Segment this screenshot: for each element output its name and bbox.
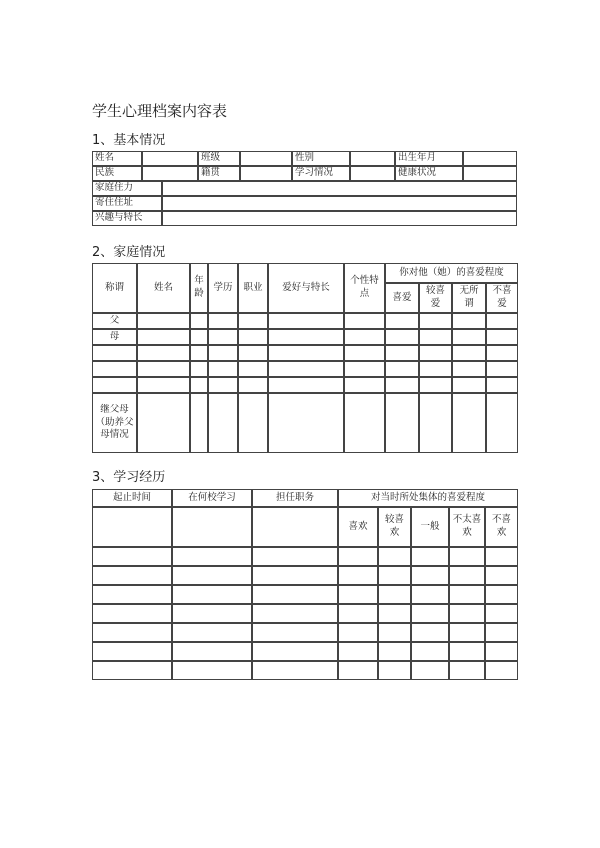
field-label: 兴趣与特长 — [92, 211, 162, 226]
data-cell[interactable] — [137, 393, 190, 453]
data-cell[interactable] — [411, 566, 449, 585]
data-cell[interactable] — [378, 623, 411, 642]
data-cell[interactable] — [449, 661, 485, 680]
section-study-title: 3、学习经历 — [92, 470, 166, 485]
affection-level-header: 较喜爱 — [419, 283, 452, 313]
affection-level-header: 不喜爱 — [486, 283, 518, 313]
data-cell[interactable] — [190, 345, 208, 361]
data-cell[interactable] — [486, 361, 518, 377]
data-cell[interactable] — [385, 393, 419, 453]
col-education-header: 学历 — [208, 263, 238, 313]
data-cell[interactable] — [419, 345, 452, 361]
data-cell[interactable] — [378, 585, 411, 604]
data-cell[interactable] — [238, 361, 268, 377]
data-cell[interactable] — [238, 377, 268, 393]
data-cell[interactable] — [419, 361, 452, 377]
col-personality-header: 个性特点 — [344, 263, 385, 313]
data-cell[interactable] — [486, 329, 518, 345]
field-input[interactable] — [350, 151, 395, 166]
data-cell[interactable] — [338, 547, 378, 566]
data-cell[interactable] — [338, 566, 378, 585]
data-cell[interactable] — [449, 547, 485, 566]
data-cell[interactable] — [344, 393, 385, 453]
field-input[interactable] — [463, 166, 517, 181]
data-cell[interactable] — [172, 642, 252, 661]
data-cell[interactable] — [419, 313, 452, 329]
data-cell[interactable] — [252, 642, 338, 661]
data-cell[interactable] — [485, 661, 518, 680]
collective-affection-level-header: 喜欢 — [338, 507, 378, 547]
data-cell[interactable] — [411, 661, 449, 680]
relation-cell[interactable] — [92, 345, 137, 361]
data-cell[interactable] — [92, 507, 172, 547]
data-cell[interactable] — [385, 377, 419, 393]
data-cell[interactable] — [452, 393, 486, 453]
data-cell[interactable] — [452, 313, 486, 329]
data-cell[interactable] — [252, 566, 338, 585]
relation-cell[interactable] — [92, 361, 137, 377]
data-cell[interactable] — [268, 329, 344, 345]
data-cell[interactable] — [92, 623, 172, 642]
data-cell[interactable] — [238, 329, 268, 345]
data-cell[interactable] — [190, 329, 208, 345]
data-cell[interactable] — [485, 585, 518, 604]
data-cell[interactable] — [449, 604, 485, 623]
field-input[interactable] — [162, 181, 517, 196]
data-cell[interactable] — [208, 313, 238, 329]
data-cell[interactable] — [378, 642, 411, 661]
data-cell[interactable] — [190, 377, 208, 393]
data-cell[interactable] — [449, 642, 485, 661]
data-cell[interactable] — [385, 329, 419, 345]
collective-affection-level-header: 不太喜欢 — [449, 507, 485, 547]
data-cell[interactable] — [419, 393, 452, 453]
data-cell[interactable] — [252, 604, 338, 623]
data-cell[interactable] — [208, 361, 238, 377]
data-cell[interactable] — [344, 361, 385, 377]
data-cell[interactable] — [190, 393, 208, 453]
data-cell[interactable] — [486, 377, 518, 393]
data-cell[interactable] — [344, 345, 385, 361]
field-input[interactable] — [162, 211, 517, 226]
data-cell[interactable] — [92, 547, 172, 566]
data-cell[interactable] — [92, 642, 172, 661]
relation-cell[interactable] — [92, 377, 137, 393]
data-cell[interactable] — [172, 585, 252, 604]
data-cell[interactable] — [378, 661, 411, 680]
data-cell[interactable] — [449, 566, 485, 585]
data-cell[interactable] — [268, 377, 344, 393]
field-label: 籍贯 — [198, 166, 240, 181]
data-cell[interactable] — [485, 604, 518, 623]
relation-cell: 继父母（助养父母情况 — [92, 393, 137, 453]
data-cell[interactable] — [449, 585, 485, 604]
collective-affection-group-header: 对当时所处集体的喜爱程度 — [338, 489, 518, 507]
col-name-header: 姓名 — [137, 263, 190, 313]
page-title: 学生心理档案内容表 — [92, 102, 228, 120]
collective-affection-level-header: 不喜欢 — [485, 507, 518, 547]
field-label: 性别 — [292, 151, 350, 166]
data-cell[interactable] — [486, 345, 518, 361]
data-cell[interactable] — [208, 345, 238, 361]
relation-cell: 母 — [92, 329, 137, 345]
data-cell[interactable] — [452, 361, 486, 377]
field-label: 出生年月 — [395, 151, 463, 166]
data-cell[interactable] — [252, 547, 338, 566]
data-cell[interactable] — [268, 345, 344, 361]
data-cell[interactable] — [452, 345, 486, 361]
col-school-header: 在何校学习 — [172, 489, 252, 507]
data-cell[interactable] — [419, 329, 452, 345]
data-cell[interactable] — [208, 393, 238, 453]
data-cell[interactable] — [172, 507, 252, 547]
data-cell[interactable] — [190, 313, 208, 329]
data-cell[interactable] — [92, 661, 172, 680]
affection-level-header: 无所谓 — [452, 283, 486, 313]
data-cell[interactable] — [411, 623, 449, 642]
data-cell[interactable] — [338, 623, 378, 642]
affection-level-header: 喜爱 — [385, 283, 419, 313]
data-cell[interactable] — [137, 377, 190, 393]
field-input[interactable] — [162, 196, 517, 211]
col-relation-header: 称谓 — [92, 263, 137, 313]
affection-group-header: 你对他（她）的喜爱程度 — [385, 263, 518, 283]
data-cell[interactable] — [92, 604, 172, 623]
data-cell[interactable] — [252, 585, 338, 604]
data-cell[interactable] — [172, 604, 252, 623]
data-cell[interactable] — [208, 377, 238, 393]
data-cell[interactable] — [137, 361, 190, 377]
data-cell[interactable] — [338, 585, 378, 604]
data-cell[interactable] — [385, 361, 419, 377]
field-input[interactable] — [142, 151, 198, 166]
data-cell[interactable] — [238, 345, 268, 361]
data-cell[interactable] — [452, 377, 486, 393]
data-cell[interactable] — [485, 566, 518, 585]
field-label: 学习情况 — [292, 166, 350, 181]
data-cell[interactable] — [344, 377, 385, 393]
data-cell[interactable] — [137, 329, 190, 345]
section-basic-title: 1、基本情况 — [92, 133, 166, 148]
data-cell[interactable] — [378, 566, 411, 585]
data-cell[interactable] — [137, 313, 190, 329]
data-cell[interactable] — [411, 642, 449, 661]
data-cell[interactable] — [338, 661, 378, 680]
data-cell[interactable] — [385, 345, 419, 361]
data-cell[interactable] — [338, 642, 378, 661]
data-cell[interactable] — [378, 547, 411, 566]
data-cell[interactable] — [137, 345, 190, 361]
data-cell[interactable] — [452, 329, 486, 345]
data-cell[interactable] — [449, 623, 485, 642]
data-cell[interactable] — [92, 585, 172, 604]
data-cell[interactable] — [338, 604, 378, 623]
col-period-header: 起止时间 — [92, 489, 172, 507]
data-cell[interactable] — [172, 566, 252, 585]
data-cell[interactable] — [411, 585, 449, 604]
data-cell[interactable] — [268, 361, 344, 377]
collective-affection-level-header: 一般 — [411, 507, 449, 547]
data-cell[interactable] — [172, 623, 252, 642]
collective-affection-level-header: 较喜欢 — [378, 507, 411, 547]
data-cell[interactable] — [485, 623, 518, 642]
data-cell[interactable] — [208, 329, 238, 345]
data-cell[interactable] — [190, 361, 208, 377]
data-cell[interactable] — [411, 547, 449, 566]
data-cell[interactable] — [268, 393, 344, 453]
col-age-header: 年龄 — [190, 263, 208, 313]
field-label: 姓名 — [92, 151, 142, 166]
data-cell[interactable] — [252, 507, 338, 547]
data-cell[interactable] — [485, 642, 518, 661]
data-cell[interactable] — [92, 566, 172, 585]
col-occupation-header: 职业 — [238, 263, 268, 313]
data-cell[interactable] — [486, 393, 518, 453]
data-cell[interactable] — [411, 604, 449, 623]
data-cell[interactable] — [172, 547, 252, 566]
data-cell[interactable] — [344, 329, 385, 345]
data-cell[interactable] — [252, 623, 338, 642]
data-cell[interactable] — [378, 604, 411, 623]
field-input[interactable] — [463, 151, 517, 166]
field-label: 民族 — [92, 166, 142, 181]
field-input[interactable] — [240, 166, 292, 181]
col-hobbies-header: 爱好与特长 — [268, 263, 344, 313]
relation-cell: 父 — [92, 313, 137, 329]
data-cell[interactable] — [172, 661, 252, 680]
data-cell[interactable] — [419, 377, 452, 393]
field-input[interactable] — [240, 151, 292, 166]
data-cell[interactable] — [485, 547, 518, 566]
field-label: 班级 — [198, 151, 240, 166]
field-label: 健康状况 — [395, 166, 463, 181]
field-input[interactable] — [142, 166, 198, 181]
data-cell[interactable] — [268, 313, 344, 329]
field-input[interactable] — [350, 166, 395, 181]
section-family-title: 2、家庭情况 — [92, 245, 166, 260]
field-label: 家庭住力 — [92, 181, 162, 196]
data-cell[interactable] — [486, 313, 518, 329]
data-cell[interactable] — [238, 393, 268, 453]
data-cell[interactable] — [238, 313, 268, 329]
col-position-header: 担任职务 — [252, 489, 338, 507]
field-label: 寄住住址 — [92, 196, 162, 211]
data-cell[interactable] — [385, 313, 419, 329]
data-cell[interactable] — [252, 661, 338, 680]
data-cell[interactable] — [344, 313, 385, 329]
